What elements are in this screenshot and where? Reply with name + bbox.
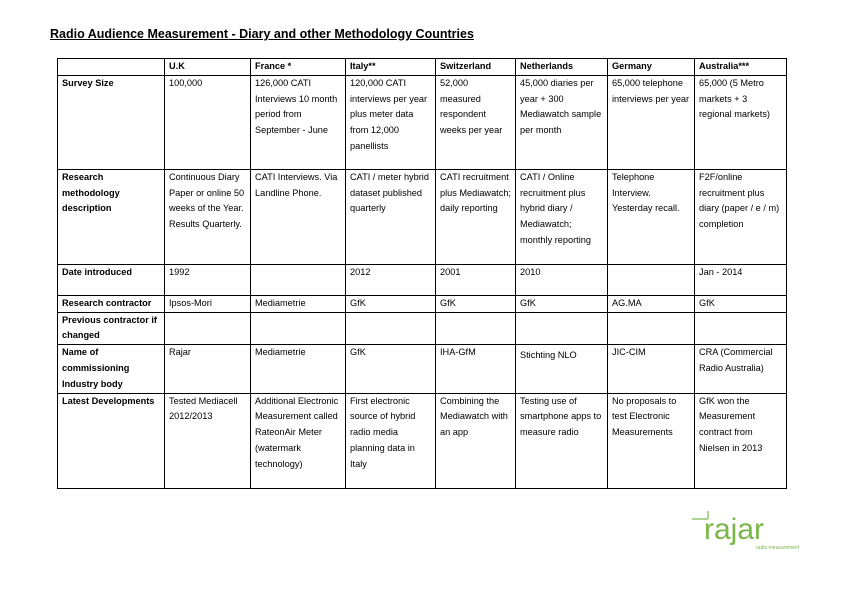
table-cell: Additional Electronic Measurement called RateonAir Meter (watermark technology) bbox=[251, 393, 346, 488]
table-cell: 120,000 CATI interviews per year plus meter data from 12,000 panellists bbox=[346, 75, 436, 169]
table-cell: Ipsos-Mori bbox=[165, 295, 251, 312]
table-cell bbox=[251, 264, 346, 295]
table-cell: IHA-GfM bbox=[436, 345, 516, 393]
header-cell-germany: Germany bbox=[608, 59, 695, 76]
logo-wordmark: rajar bbox=[704, 513, 765, 546]
table-cell: CATI / meter hybrid dataset published quarterly bbox=[346, 169, 436, 264]
header-cell-corner bbox=[58, 59, 165, 76]
row-label: Survey Size bbox=[58, 75, 165, 169]
table-cell: Tested Mediacell 2012/2013 bbox=[165, 393, 251, 488]
table-cell bbox=[608, 264, 695, 295]
table-cell bbox=[436, 312, 516, 345]
table-row-commissioning-body bbox=[58, 345, 787, 393]
header-cell-uk: U.K bbox=[165, 59, 251, 76]
header-cell-italy: Italy** bbox=[346, 59, 436, 76]
table-cell: Combining the Mediawatch with an app bbox=[436, 393, 516, 488]
row-label: Date introduced bbox=[58, 264, 165, 295]
table-row-previous-contractor bbox=[58, 312, 787, 345]
table-cell: GfK bbox=[346, 345, 436, 393]
header-cell-netherlands: Netherlands bbox=[516, 59, 608, 76]
row-label: Research contractor bbox=[58, 295, 165, 312]
table-cell: 65,000 (5 Metro markets + 3 regional markets) bbox=[695, 75, 787, 169]
table-cell: Telephone Interview. Yesterday recall. bbox=[608, 169, 695, 264]
rajar-logo-graphic bbox=[690, 505, 810, 553]
table-cell: 1992 bbox=[165, 264, 251, 295]
table-cell bbox=[346, 312, 436, 345]
table-cell: GfK bbox=[436, 295, 516, 312]
table-cell bbox=[695, 312, 787, 345]
table-row-survey-size bbox=[58, 75, 787, 169]
table-cell: 52,000 measured respondent weeks per year bbox=[436, 75, 516, 169]
table-row-latest-developments bbox=[58, 393, 787, 488]
table-cell: GfK won the Measurement contract from Nielsen in 2013 bbox=[695, 393, 787, 488]
table-row-research-contractor bbox=[58, 295, 787, 312]
page-title: Radio Audience Measurement - Diary and other Methodology Countries bbox=[50, 27, 474, 41]
table-cell: CATI recruitment plus Mediawatch; daily reporting bbox=[436, 169, 516, 264]
table-cell: 45,000 diaries per year + 300 Mediawatch sample per month bbox=[516, 75, 608, 169]
table-cell bbox=[165, 312, 251, 345]
table-cell: Stichting NLO bbox=[516, 345, 608, 393]
table-cell: AG.MA bbox=[608, 295, 695, 312]
row-label: Research methodology description bbox=[58, 169, 165, 264]
methodology-table bbox=[57, 58, 787, 489]
table-cell: 2010 bbox=[516, 264, 608, 295]
logo-tagline: radio measurement bbox=[756, 545, 800, 551]
table-cell: GfK bbox=[516, 295, 608, 312]
table-cell: 2012 bbox=[346, 264, 436, 295]
table-cell: 65,000 telephone interviews per year bbox=[608, 75, 695, 169]
table-cell: F2F/online recruitment plus diary (paper / e / m) completion bbox=[695, 169, 787, 264]
table-cell: Mediametrie bbox=[251, 345, 346, 393]
table-cell: CRA (Commercial Radio Australia) bbox=[695, 345, 787, 393]
rajar-logo bbox=[690, 505, 810, 553]
table-row-date-introduced bbox=[58, 264, 787, 295]
table-cell: JIC-CIM bbox=[608, 345, 695, 393]
table-cell: 2001 bbox=[436, 264, 516, 295]
table-cell: Rajar bbox=[165, 345, 251, 393]
table-cell: Testing use of smartphone apps to measure radio bbox=[516, 393, 608, 488]
header-cell-australia: Australia*** bbox=[695, 59, 787, 76]
row-label: Previous contractor if changed bbox=[58, 312, 165, 345]
table-cell: CATI Interviews. Via Landline Phone. bbox=[251, 169, 346, 264]
table-cell: Jan - 2014 bbox=[695, 264, 787, 295]
table-row-methodology bbox=[58, 169, 787, 264]
table-cell: No proposals to test Electronic Measurements bbox=[608, 393, 695, 488]
header-cell-france: France * bbox=[251, 59, 346, 76]
table-cell: CATI / Online recruitment plus hybrid diary / Mediawatch; monthly reporting bbox=[516, 169, 608, 264]
table-cell bbox=[608, 312, 695, 345]
table-cell: 126,000 CATI Interviews 10 month period from September - June bbox=[251, 75, 346, 169]
table-cell: Continuous Diary Paper or online 50 weeks of the Year. Results Quarterly. bbox=[165, 169, 251, 264]
header-cell-switzerland: Switzerland bbox=[436, 59, 516, 76]
table-cell: 100,000 bbox=[165, 75, 251, 169]
table-cell: GfK bbox=[346, 295, 436, 312]
table-cell: First electronic source of hybrid radio media planning data in Italy bbox=[346, 393, 436, 488]
table-cell: GfK bbox=[695, 295, 787, 312]
row-label: Latest Developments bbox=[58, 393, 165, 488]
table-cell: Mediametrie bbox=[251, 295, 346, 312]
table-header-row bbox=[58, 59, 787, 76]
table-cell bbox=[251, 312, 346, 345]
row-label: Name of commissioning Industry body bbox=[58, 345, 165, 393]
table-cell bbox=[516, 312, 608, 345]
